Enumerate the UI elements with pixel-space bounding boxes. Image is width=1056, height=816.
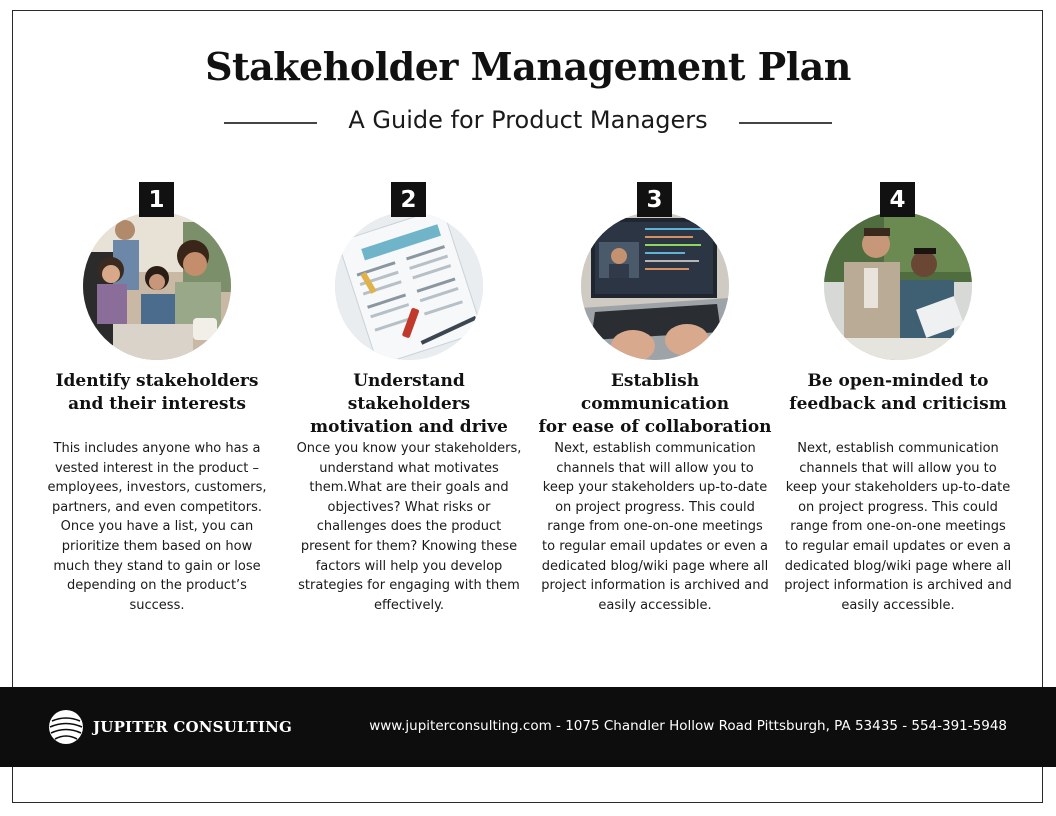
step-number-badge: 4 <box>880 182 915 217</box>
laptop-video-call-photo <box>581 212 729 360</box>
step-heading-line: feedback and criticism <box>789 394 1007 414</box>
step-heading <box>39 370 275 416</box>
step-heading <box>291 370 527 439</box>
step-description: Next, establish communication channels that will allow you to keep your stakeholders up-to-date on project progress. This could range from one-on-one meetings to regular email updates or even a dedicated blog/wiki page where all project information is archived and easily accessible. <box>541 441 769 613</box>
step-number-badge: 3 <box>637 182 672 217</box>
step-description: Next, establish communication channels that will allow you to keep your stakeholders up-to-date on project progress. This could range from one-on-one meetings to regular email updates or even a dedicated blog/wiki page where all project information is archived and easily accessible. <box>784 441 1012 613</box>
subtitle-row <box>0 104 1056 140</box>
page-title: Stakeholder Management Plan <box>205 44 851 89</box>
step-heading-line: Be open-minded to <box>807 371 989 391</box>
step-heading-line: Identify stakeholders <box>55 371 259 391</box>
subtitle-rule-right <box>739 122 832 124</box>
step-heading <box>537 370 773 439</box>
brand-name: JUPITER CONSULTING <box>93 718 293 736</box>
planning-documents-photo <box>335 212 483 360</box>
footer-bar <box>0 687 1056 767</box>
step-heading <box>780 370 1016 416</box>
page-subtitle: A Guide for Product Managers <box>348 106 708 134</box>
step-number-badge: 1 <box>139 182 174 217</box>
globe-logo-icon <box>48 709 84 745</box>
team-meeting-photo <box>83 212 231 360</box>
step-heading-line: for ease of collaboration <box>538 417 772 437</box>
step-heading-line: motivation and drive <box>310 417 508 437</box>
colleagues-discussion-photo <box>824 212 972 360</box>
step-description: Once you know your stakeholders, understand what motivates them.What are their goals and objectives? What risks or challenges does the product present for them? Knowing these factors will help you develop strategies for engaging with them effectively. <box>296 441 522 613</box>
contact-info: www.jupiterconsulting.com - 1075 Chandler Hollow Road Pittsburgh, PA 53435 - 554-391-5948 <box>369 718 1007 734</box>
step-number-badge: 2 <box>391 182 426 217</box>
step-heading-line: Understand stakeholders <box>347 371 471 414</box>
step-heading-line: Establish communication <box>580 371 730 414</box>
step-description: This includes anyone who has a vested interest in the product – employees, investors, customers, partners, and even competitors. Once you have a list, you can prioritize them based on how much they stand to gain or lose depending on the product’s success. <box>47 441 267 613</box>
step-heading-line: and their interests <box>68 394 246 414</box>
